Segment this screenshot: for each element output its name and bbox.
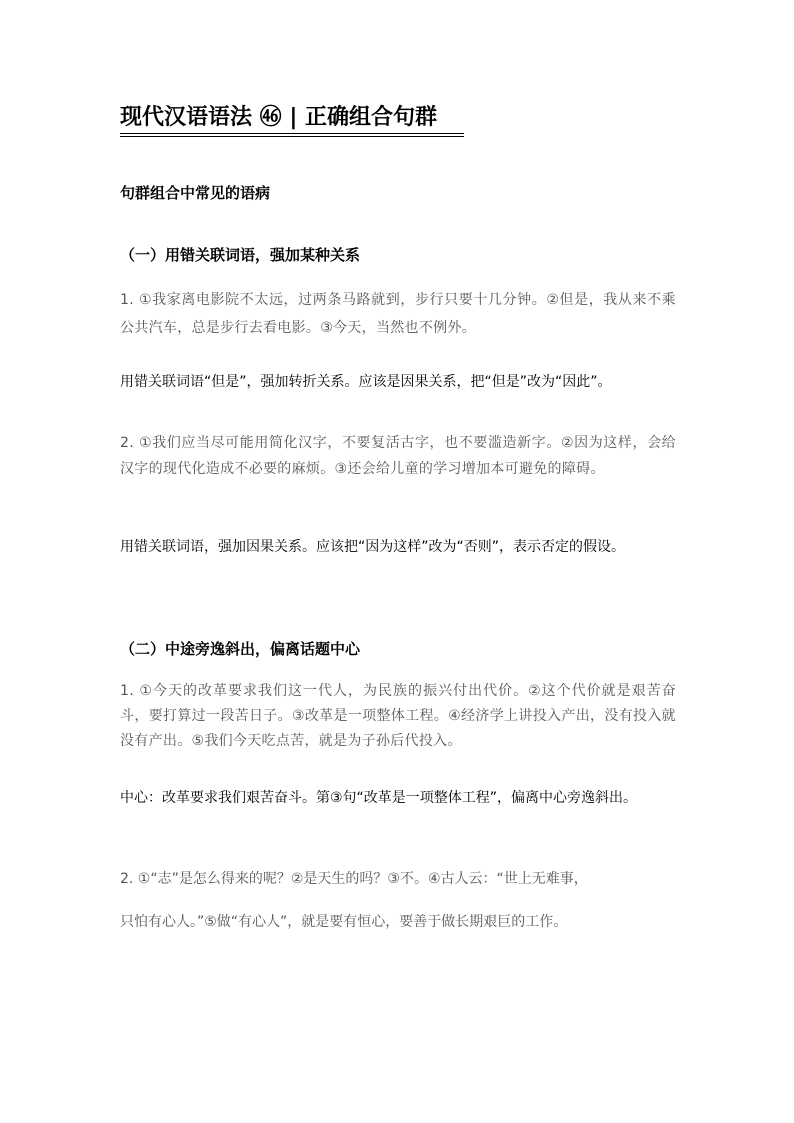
part2-example2-line2: 只怕有心人。”⑤做“有心人”，就是要有恒心，要善于做长期艰巨的工作。 bbox=[120, 914, 568, 930]
page-title: 现代汉语语法 ㊻ | 正确组合句群 bbox=[120, 105, 438, 130]
part1-example1-analysis: 用错关联词语“但是”，强加转折关系。应该是因果关系，把“但是”改为“因此”。 bbox=[120, 374, 612, 390]
part1-example2: 2. ①我们应当尽可能用简化汉字，不要复活古字，也不要滥造新字。②因为这样，会给汉字的现代化造成不必要的麻烦。③还会给儿童的学习增加本可避免的障碍。 bbox=[120, 435, 676, 477]
part1-example1: 1. ①我家离电影院不太远，过两条马路就到，步行只要十几分钟。②但是，我从来不乘公共汽车，总是步行去看电影。③今天，当然也不例外。 bbox=[120, 292, 676, 336]
part1-example2-analysis: 用错关联词语，强加因果关系。应该把“因为这样”改为“否则”，表示否定的假设。 bbox=[120, 539, 626, 555]
title-underline bbox=[120, 133, 464, 134]
section-heading: 句群组合中常见的语病 bbox=[120, 184, 271, 202]
title-underline-second bbox=[120, 136, 464, 137]
part1-heading: （一）用错关联词语，强加某种关系 bbox=[120, 246, 361, 264]
part2-example1: 1. ①今天的改革要求我们这一代人，为民族的振兴付出代价。②这个代价就是艰苦奋斗，要打算过一段苦日子。③改革是一项整体工程。④经济学上讲投入产出，没有投入就没有产出。⑤我们今天吃点苦，就是为子孙后代投入。 bbox=[120, 683, 676, 749]
part2-example1-analysis: 中心：改革要求我们艰苦奋斗。第③句“改革是一项整体工程”，偏离中心旁逸斜出。 bbox=[120, 790, 638, 806]
part2-example2-line1: 2. ①“志”是怎么得来的呢？②是天生的吗？③不。④古人云：“世上无难事， bbox=[120, 871, 588, 887]
part2-heading: （二）中途旁逸斜出，偏离话题中心 bbox=[120, 640, 361, 658]
